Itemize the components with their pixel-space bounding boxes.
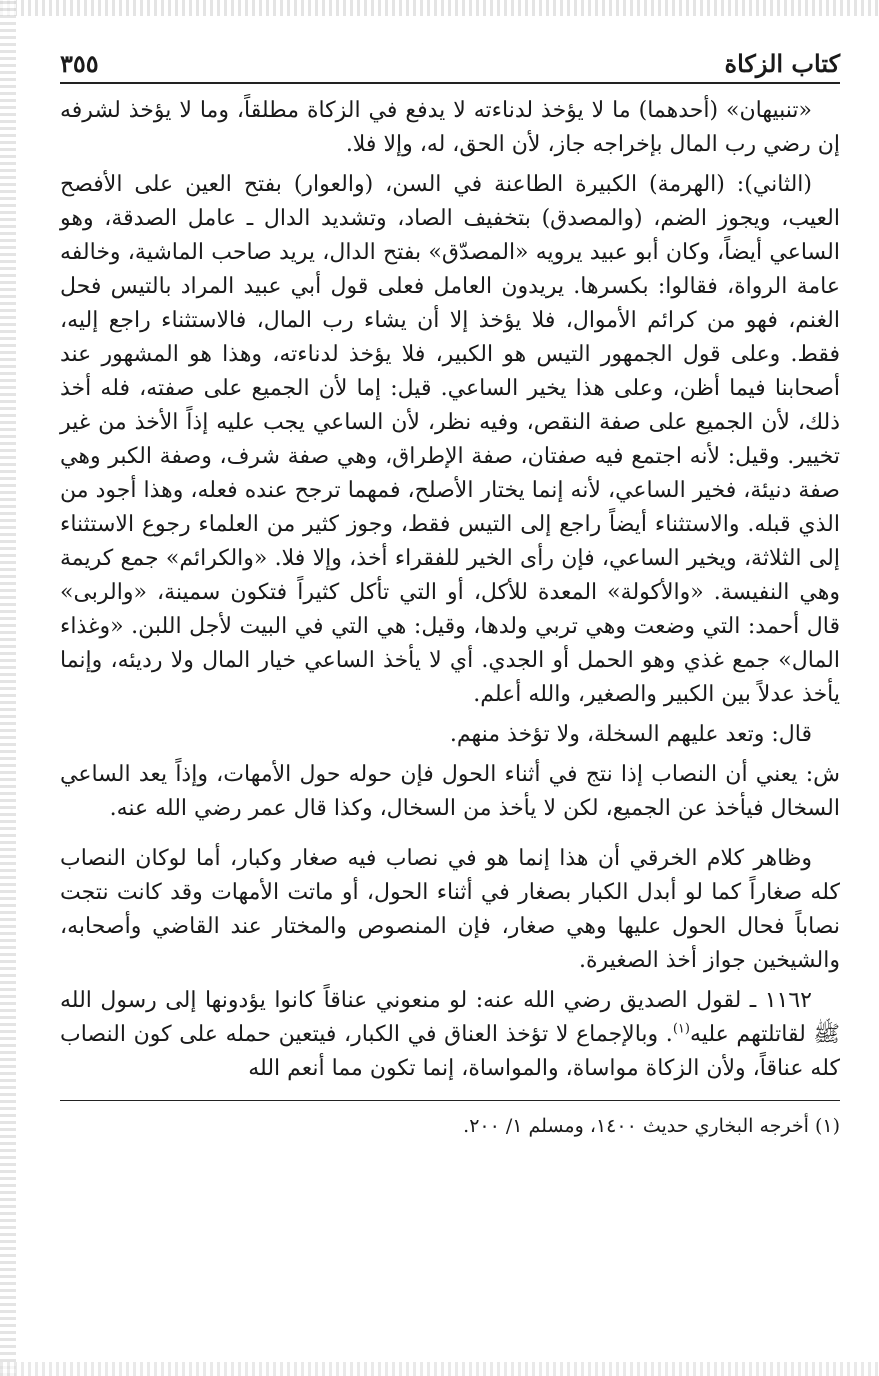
paragraph-second-note: (الثاني): (الهرمة) الكبيرة الطاعنة في السن، (والعوار) بفتح العين على الأفصح العيب، ويجوز الضم، (والمصدق) بتخفيف الصاد، وتشديد الدال ـ عامل الصدقة، وهو الساعي أيضاً، وكان أبو عبيد يرويه «المصدّق» بفتح الدال، يريد صاحب الماشية، وخالفه عامة الرواة، فقالوا: بكسرها. يريدون العامل فعلى قول أبي عبيد المراد بالتيس فحل الغنم، فهو من كرائم الأموال، فلا يؤخذ إلا أن يشاء رب المال، فالاستثناء راجع إليه، فقط. وعلى قول الجمهور التيس هو الكبير، فلا يؤخذ لدناءته، وهذا هو المشهور عند أصحابنا فيما أظن، وعلى هذا يخير الساعي. قيل: إما لأن الجميع على صفته، فله أخذ ذلك، لأن الجميع على صفة النقص، وفيه نظر، لأن الساعي يجب عليه إذاً الأخذ من غير تخيير. وقيل: لأنه اجتمع فيه صفتان، صفة الإطراق، وهي صفة شرف، وصفة الكبر وهي صفة دنيئة، فخير الساعي، لأنه إنما يختار الأصلح، فمهما ترجح عنده فعله، وهذا أجود من الذي قبله. والاستثناء أيضاً راجع إلى التيس فقط، وجوز كثير من العلماء رجوع الاستثناء إلى الثلاثة، ويخير الساعي، فإن رأى الخير للفقراء أخذ، وإلا فلا. «والكرائم» جمع كريمة وهي النفيسة. «والأكولة» المعدة للأكل، أو التي تأكل كثيراً فتكون سمينة، «والربى» قال أحمد: التي وضعت وهي تربي ولدها، وقيل: هي التي في البيت لأجل اللبن. «وغذاء المال» جمع غذي وهو الحمل أو الجدي. أي لا يأخذ الساعي خيار المال ولا رديئه، وإنما يأخذ عدلاً بين الكبير والصغير، والله أعلم. [60, 172, 840, 707]
page-header [60, 38, 840, 84]
chapter-title: كتاب الزكاة [724, 49, 840, 78]
page-body [60, 94, 840, 1086]
footnote: (١) أخرجه البخاري حديث ١٤٠٠، ومسلم ١/ ٢٠٠. [463, 1115, 840, 1137]
page-number: ٣٥٥ [60, 49, 99, 78]
footnote-divider [60, 1100, 840, 1101]
decorative-border-top [0, 0, 879, 16]
book-page [60, 38, 840, 1141]
paragraph-hadith-1162 [60, 984, 840, 1086]
paragraph-notes: «تنبيهان» (أحدهما) ما لا يؤخذ لدناءته لا يدفع في الزكاة مطلقاً، وما لا يؤخذ لشرفه إن رضي رب المال بإخراجه جاز، لأن الحق، له، وإلا فلا. [60, 98, 840, 157]
paragraph-qala: قال: وتعد عليهم السخلة، ولا تؤخذ منهم. [449, 722, 812, 747]
decorative-border-bottom [0, 1362, 879, 1376]
paragraph-kharqi: وظاهر كلام الخرقي أن هذا إنما هو في نصاب فيه صغار وكبار، أما لوكان النصاب كله صغاراً كما لو أبدل الكبار بصغار في أثناء الحول، أو ماتت الأمهات وقد كانت نتجت نصاباً فحال الحول عليها وهي صغار، فإن المنصوص والمختار عند القاضي وأصحابه، والشيخين جواز أخذ الصغيرة. [60, 846, 840, 973]
hadith-text-after: . وبالإجماع لا تؤخذ العناق في الكبار، فيتعين حمله على كون النصاب كله عناقاً، ولأن الزكاة مواساة، والمواساة، إنما تكون مما أنعم الله [60, 1022, 840, 1081]
paragraph-sharh: ش: يعني أن النصاب إذا نتج في أثناء الحول فإن حوله حول الأمهات، وإذاً يعد الساعي السخال فيأخذ عن الجميع، لكن لا يأخذ من السخال، وكذا قال عمر رضي الله عنه. [60, 762, 840, 821]
decorative-border-left [0, 0, 16, 1376]
footnote-marker[interactable]: (١) [672, 1021, 690, 1037]
hadith-text-before: ١١٦٢ ـ لقول الصديق رضي الله عنه: لو منعوني عناقاً كانوا يؤدونها إلى رسول الله ﷺ لقاتلتهم عليه [60, 988, 840, 1047]
